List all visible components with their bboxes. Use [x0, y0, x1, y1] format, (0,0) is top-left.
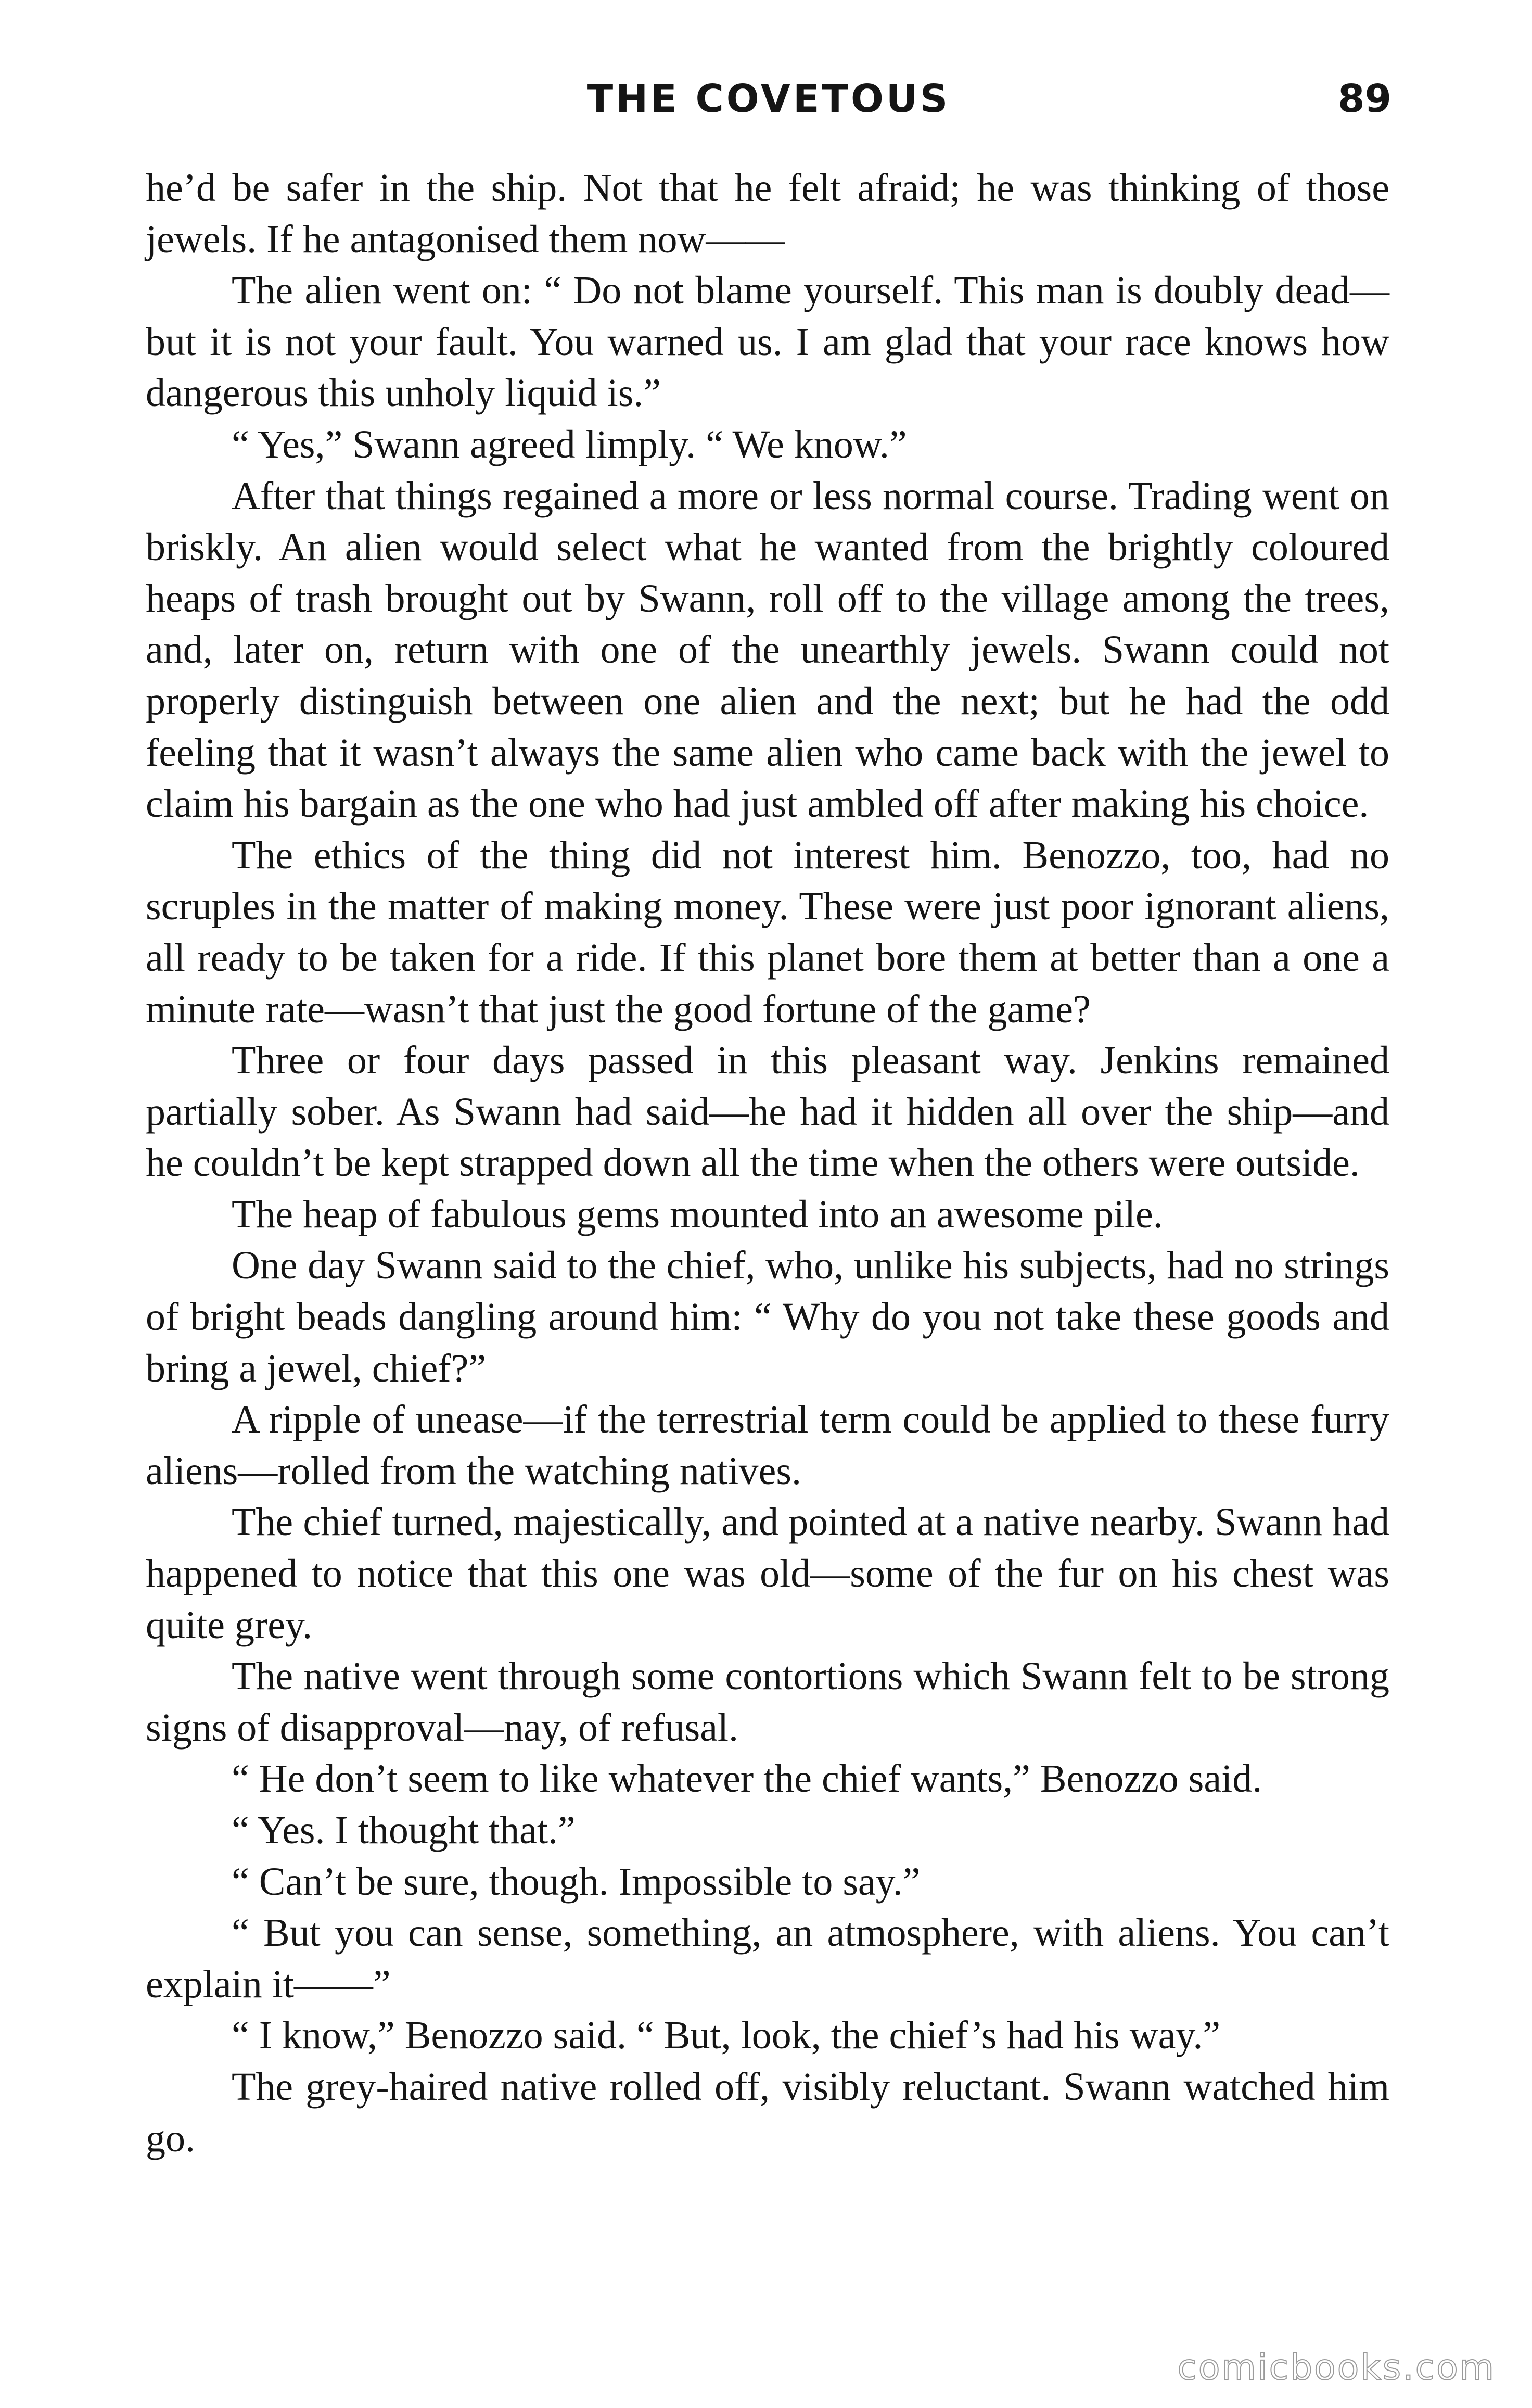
watermark: comicbooks.com	[1177, 2347, 1496, 2388]
paragraph: “ But you can sense, something, an atmosphere, with aliens. You can’t explain it——”	[146, 1911, 1389, 2006]
paragraph: A ripple of unease—if the terrestrial term could be applied to these furry aliens—rolled from the watching natives.	[146, 1398, 1389, 1493]
paragraph: The heap of fabulous gems mounted into an awesome pile.	[232, 1192, 1163, 1236]
chapter-title: THE COVETOUS	[586, 77, 951, 121]
paragraph: “ Yes. I thought that.”	[232, 1808, 576, 1852]
paragraph: The chief turned, majestically, and pointed at a native nearby. Swann had happened to notice that this one was old—some of the fur on his chest was quite grey.	[146, 1500, 1389, 1647]
paragraph: Three or four days passed in this pleasant way. Jenkins remained partially sober. As Swann had said—he had it hidden all over the ship—and he couldn’t be kept strapped down all the time when the others were outside.	[146, 1038, 1389, 1185]
body-text	[146, 162, 1389, 2164]
paragraph: “ I know,” Benozzo said. “ But, look, the chief’s had his way.”	[232, 2013, 1221, 2058]
paragraph: “ Yes,” Swann agreed limply. “ We know.”	[232, 422, 907, 466]
paragraph: The native went through some contortions which Swann felt to be strong signs of disapproval—nay, of refusal.	[146, 1654, 1389, 1750]
paragraph: The alien went on: “ Do not blame yourself. This man is doubly dead—but it is not your fault. You warned us. I am glad that your race knows how dangerous this unholy liquid is.”	[146, 269, 1389, 415]
page-number: 89	[1338, 77, 1391, 121]
paragraph: One day Swann said to the chief, who, unlike his subjects, had no strings of bright beads dangling around him: “ Why do you not take these goods and bring a jewel, chief?”	[146, 1244, 1389, 1390]
paragraph: After that things regained a more or less normal course. Trading went on briskly. An alien would select what he wanted from the brightly coloured heaps of trash brought out by Swann, roll off to the village among the trees, and, later on, return with one of the unearthly jewels. Swann could not properly distinguish between one alien and the next; but he had the odd feeling that it wasn’t always the same alien who came back with the jewel to claim his bargain as the one who had just ambled off after making his choice.	[146, 474, 1389, 826]
paragraph: The grey-haired native rolled off, visibly reluctant. Swann watched him go.	[146, 2064, 1389, 2160]
paragraph: he’d be safer in the ship. Not that he felt afraid; he was thinking of those jewels. If he antagonised them now——	[146, 166, 1389, 261]
paragraph: The ethics of the thing did not interest him. Benozzo, too, had no scruples in the matter of making money. These were just poor ignorant aliens, all ready to be taken for a ride. If this planet bore them at better than a one a minute rate—wasn’t that just the good fortune of the game?	[146, 833, 1389, 1031]
running-header	[146, 68, 1391, 130]
paragraph: “ He don’t seem to like whatever the chief wants,” Benozzo said.	[232, 1757, 1262, 1801]
paragraph: “ Can’t be sure, though. Impossible to say.”	[232, 1859, 921, 1904]
